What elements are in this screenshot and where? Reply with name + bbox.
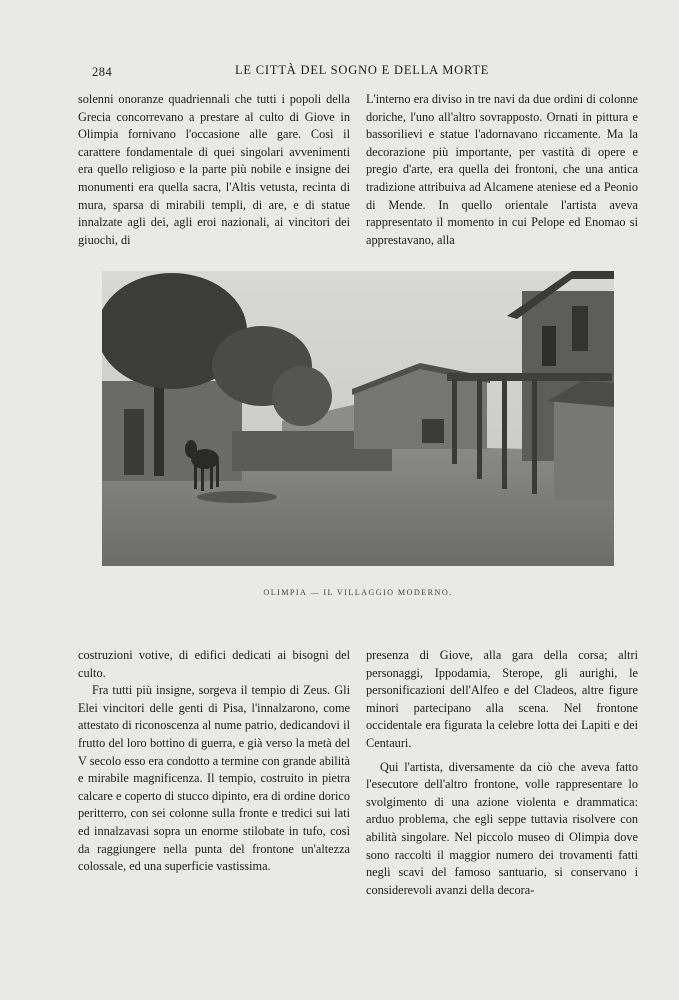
paragraph: solenni onoranze quadriennali che tutti i popoli della Grecia concorrevano a prestare al culto di Giove in Olimpia fornivano l'occasione alle gare. Così il carattere fondamentale di quei singolari avvenimenti era quello religioso e la parte più nobile e insigne dei monumenti era quella sacra, l'Altis vetusta, recinta di mura, sparsa di mirabili templi, di are, e di statue innalzate agli dei, agli eroi nazionali, ai vincitori dei giuochi, di	[78, 92, 350, 247]
village-photograph	[102, 271, 614, 566]
running-title: LE CITTÀ DEL SOGNO E DELLA MORTE	[235, 63, 490, 77]
paragraph: Fra tutti più insigne, sorgeva il tempio di Zeus. Gli Elei vincitori delle genti di Pisa, l'innalzarono, come attestato di riconoscenza al nume patrio, dedicandovi il frutto del loro bottino di guerra, e già verso la metà del V secolo esso era condotto a termine con grande abilità e mirabile magnificenza. Il tempio, costruito in pietra calcare e coperto di stucco dipinto, era di ordine dorico peritterro, con sei colonne sulla fronte e tredici sui lati ed innalzavasi sopra un enorme stilobate in tufo, così da raggiungere nella punta del frontone un'altezza colossale, ed una superficie vastissima.	[78, 683, 350, 874]
paragraph: Qui l'artista, diversamente da ciò che aveva fatto l'esecutore dell'altro frontone, volle rappresentare lo svolgimento di una azione violenta e drammatica: arduo problema, che egli seppe tuttavia risolvere con abilità singolare. Nel piccolo museo di Olimpia dove sono raccolti il maggior numero dei trovamenti fatti negli scavi del famoso santuario, si conservano i considerevoli avanzi della decora-	[366, 759, 638, 897]
paragraph: presenza di Giove, alla gara della corsa; altri personaggi, Ippodamia, Sterope, gli aurighi, le personificazioni dell'Alfeo e del Cladeos, altre figure minori partecipano alla scena. Nel frontone occidentale era figurata la celebre lotta dei Lapiti e dei Centauri.	[366, 648, 638, 750]
figure-caption: OLIMPIA — IL VILLAGGIO MODERNO.	[263, 588, 453, 597]
text-column-bottom-left	[78, 647, 350, 876]
paragraph: costruzioni votive, di edifici dedicati ai bisogni del culto.	[78, 648, 350, 680]
paragraph: L'interno era diviso in tre navi da due ordini di colonne doriche, l'uno all'altro sovrapposto. Ornati in pittura e bassorilievi e statue l'adornavano riccamente. Ma la decorazione più importante, per vastità di opere e pregio d'arte, era quella dei frontoni, che una antica tradizione attribuiva ad Alcamene ateniese ed a Peonio di Mende. In quello orientale l'artista aveva rappresentato il momento in cui Pelope ed Enomao si apprestavano, alla	[366, 92, 638, 247]
text-column-top-right	[366, 91, 638, 249]
text-column-bottom-right	[366, 647, 638, 899]
page-number: 284	[92, 65, 113, 79]
text-column-top-left	[78, 91, 350, 249]
